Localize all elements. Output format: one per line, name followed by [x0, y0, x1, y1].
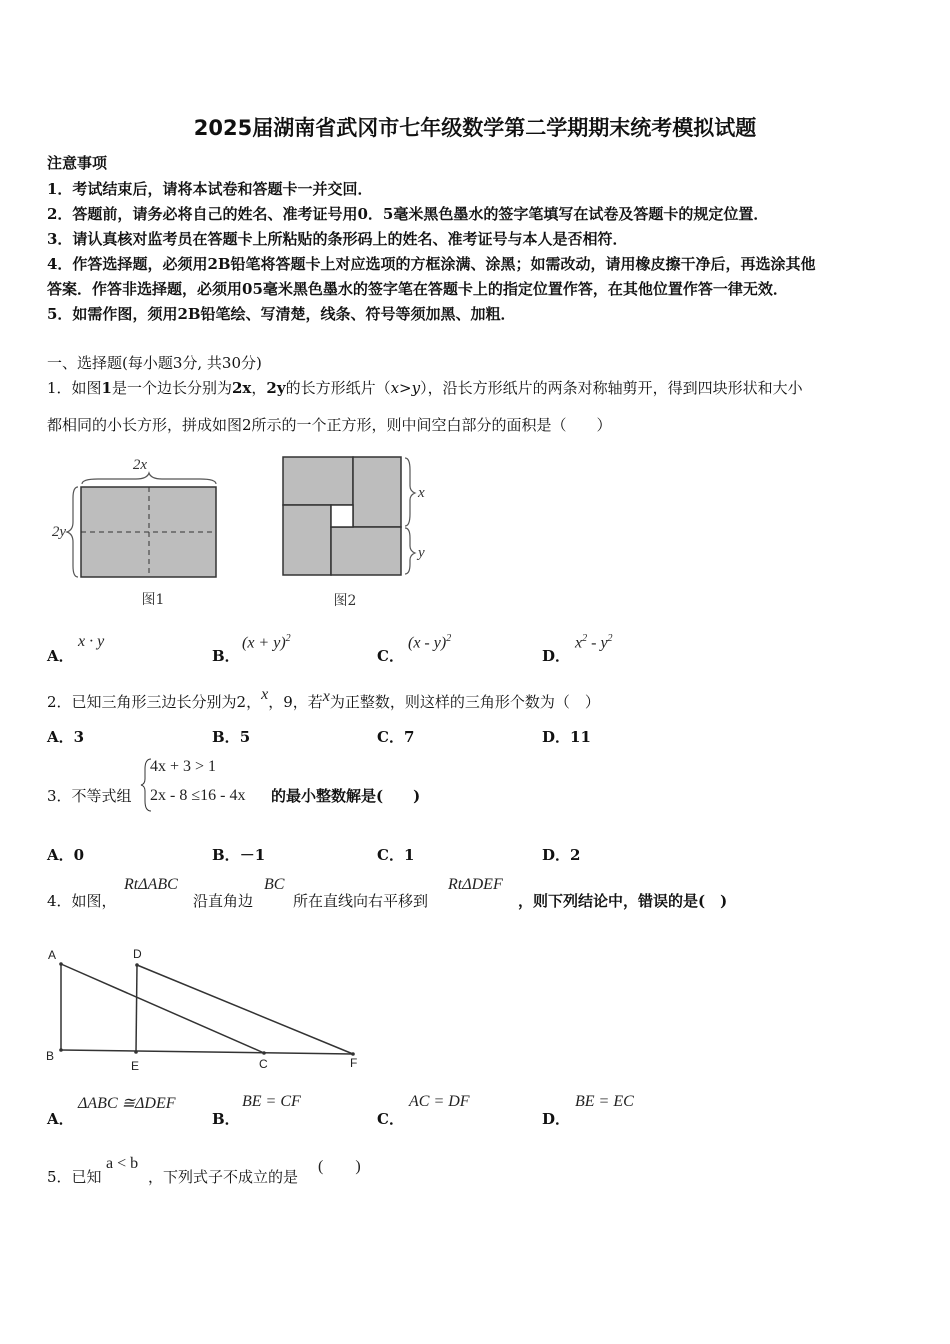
q4-option-c: AC = DF: [409, 1093, 470, 1110]
q4-option-b: BE = CF: [242, 1093, 301, 1110]
q1-line2: 都相同的小长方形，拼成如图2所示的一个正方形，则中间空白部分的面积是（ ）: [47, 416, 612, 434]
fig1-caption: 图1: [141, 592, 165, 608]
q2-option-a: A．3: [47, 728, 85, 746]
q1-option-b-label: B．: [212, 647, 240, 665]
q1-option-b: [242, 633, 291, 652]
q3-prefix: 3．不等式组: [47, 787, 132, 805]
point-b-label: B: [46, 1049, 55, 1063]
q2-part: 为正整数，则这样的三角形个数为（ ）: [329, 693, 600, 711]
fig2-y-label: y: [418, 545, 425, 561]
q3-inequality-2: 2x - 8 ≤16 - 4x: [150, 787, 246, 804]
page-title: 2025届湖南省武冈市七年级数学第二学期期末统考模拟试题: [193, 116, 757, 140]
q4-option-a: ΔABC ≅ΔDEF: [78, 1095, 176, 1112]
q1-figure-2: [270, 450, 435, 615]
q1-option-a: x · y: [78, 633, 105, 650]
q3-suffix: 的最小整数解是( ): [271, 787, 421, 805]
q1-option-d-label: D．: [542, 647, 571, 665]
q3-option-b: B．－1: [212, 846, 266, 864]
q1-text: 1: [101, 379, 112, 397]
q1-option-c: [408, 633, 451, 652]
q1-line1: [47, 377, 803, 398]
q1-option-c-label: C．: [377, 647, 404, 665]
q2-var: x: [322, 688, 330, 705]
q1-text: ，: [251, 379, 267, 397]
notice-item: 4．作答选择题，必须用2B铅笔将答题卡上对应选项的方框涂满、涂黑；如需改动，请用橡皮擦干净后，再选涂其他: [47, 255, 816, 273]
q2-part: ，9，若: [268, 693, 323, 711]
notice-item: 3．请认真核对监考员在答题卡上所粘贴的条形码上的姓名、准考证号与本人是否相符．: [47, 230, 628, 248]
q4-prefix: 4．如图，: [47, 892, 117, 910]
q3-option-c: C．1: [377, 846, 415, 864]
q4-text-2: 沿直角边: [193, 892, 254, 910]
q1-option-d-rest: - y: [587, 634, 608, 652]
q2-part: 2．已知三角形三边长分别为2，: [47, 693, 262, 711]
fig1-left-label: 2y: [51, 524, 67, 540]
q1-text: 是一个边长分别为: [111, 379, 232, 397]
q1-option-d: [575, 633, 613, 652]
point-e-label: E: [131, 1059, 140, 1073]
q1-text: 的长方形纸片（: [285, 379, 391, 397]
q1-option-d-exp: 2: [582, 633, 588, 644]
notice-item: 5．如需作图，须用2B铅笔绘、写清楚，线条、符号等须加黑、加粗．: [47, 305, 516, 323]
q1-option-d-exp2: 2: [607, 633, 613, 644]
q2-var: x: [261, 686, 269, 703]
q2-text: [47, 686, 600, 712]
q1-option-c-exp: 2: [446, 633, 452, 644]
q2-option-b: B．5: [212, 728, 251, 746]
q4-option-b-label: B．: [212, 1110, 240, 1128]
fig2-x-label: x: [418, 485, 425, 501]
q4-math-abc: RtΔABC: [124, 876, 178, 893]
fig1-top-label: 2x: [132, 457, 148, 473]
q1-option-a-label: A．: [47, 647, 74, 665]
q4-text-4: ，则下列结论中，错误的是( ): [518, 892, 728, 910]
q4-option-d-label: D．: [542, 1110, 571, 1128]
section-heading: 一、选择题(每小题3分, 共30分): [47, 354, 262, 372]
q1-figure-1: [45, 450, 235, 615]
q5-math: a < b: [106, 1155, 139, 1172]
q4-option-d: BE = EC: [575, 1093, 634, 1110]
point-c-label: C: [259, 1057, 268, 1071]
q3-option-d: D．2: [542, 846, 581, 864]
q4-option-a-label: A．: [47, 1110, 74, 1128]
notice-item: 1．考试结束后，请将本试卷和答题卡一并交回．: [47, 180, 373, 198]
q5-text: ，下列式子不成立的是: [148, 1168, 299, 1186]
q1-option-b-base: (x + y): [242, 634, 286, 652]
q4-option-c-label: C．: [377, 1110, 404, 1128]
q3-option-a: A．0: [47, 846, 85, 864]
q1-text: 1．如图: [47, 379, 102, 397]
q5-prefix: 5．已知: [47, 1168, 102, 1186]
fig2-caption: 图2: [333, 593, 357, 609]
q1-option-c-base: (x - y): [408, 634, 447, 652]
q1-option-d-base: x: [575, 634, 583, 652]
q4-math-def: RtΔDEF: [448, 876, 503, 893]
point-a-label: A: [48, 948, 57, 962]
q1-text: ），沿长方形纸片的两条对称轴剪开，得到四块形状和大小: [420, 379, 803, 397]
q1-option-b-exp: 2: [285, 633, 291, 644]
q4-math-bc: BC: [264, 876, 285, 893]
q2-option-c: C．7: [377, 728, 415, 746]
q2-option-d: D．11: [542, 728, 591, 746]
q1-text: 2x: [232, 379, 252, 397]
notice-item: 答案．作答非选择题，必须用05毫米黑色墨水的签字笔在答题卡上的指定位置作答，在其他位置作答一律无效．: [47, 280, 788, 298]
point-d-label: D: [133, 947, 142, 961]
notice-heading: 注意事项: [47, 154, 108, 172]
q5-paren: ( ): [318, 1158, 361, 1175]
q1-text: x>y: [390, 379, 421, 397]
point-f-label: F: [350, 1056, 358, 1070]
fig2-center-blank: [331, 505, 353, 527]
notice-item: 2．答题前，请务必将自己的姓名、准考证号用0．5毫米黑色墨水的签字笔填写在试卷及答题卡的规定位置．: [47, 205, 769, 223]
q1-text: 2y: [266, 379, 286, 397]
q4-text-3: 所在直线向右平移到: [293, 892, 429, 910]
q4-figure: [40, 940, 370, 1080]
q3-inequality-1: 4x + 3 > 1: [150, 758, 217, 775]
